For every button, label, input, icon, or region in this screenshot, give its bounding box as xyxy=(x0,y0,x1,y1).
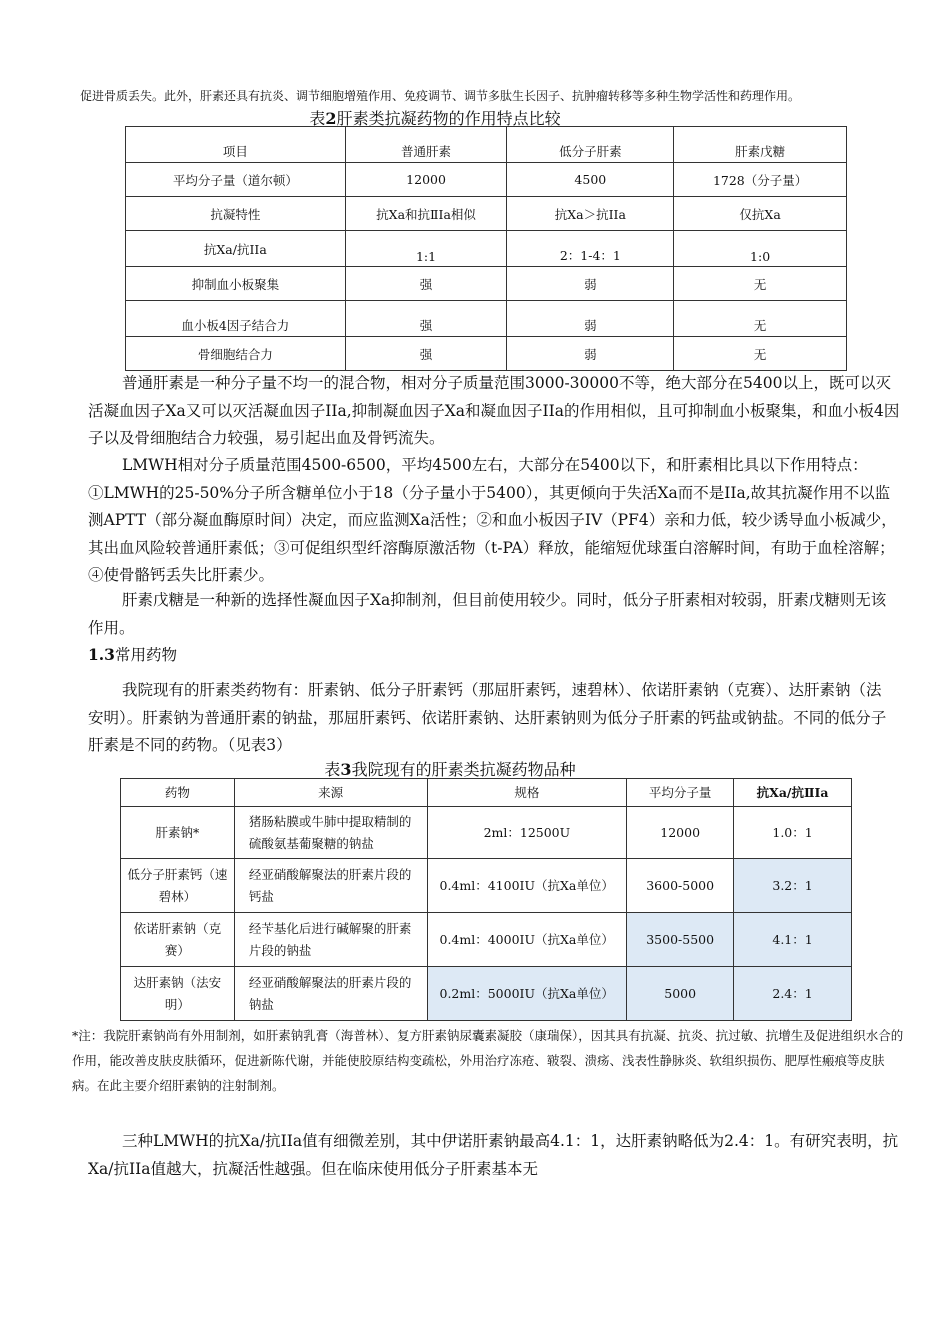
table-cell: 3600-5000 xyxy=(627,859,734,913)
table-cell: 3.2：1 xyxy=(734,859,852,913)
header-cell: 肝素戊糖 xyxy=(674,127,847,163)
table-cell: 2ml：12500U xyxy=(427,807,627,859)
table-cell: 依诺肝素钠（克赛） xyxy=(121,913,235,967)
table-cell: 0.4ml：4000IU（抗Xa单位） xyxy=(427,913,627,967)
paragraph-4: 我院现有的肝素类药物有：肝素钠、低分子肝素钙（那屈肝素钙，速碧林）、依诺肝素钠（克赛）、达肝素钠（法安明）。肝素钠为普通肝素的钠盐，那屈肝素钙、依诺肝素钠、达肝素钠则为低分子肝素的钙盐或钠盐。不同的低分子肝素是不同的药物。（见表3） xyxy=(88,681,887,754)
table-cell: 2.4：1 xyxy=(734,967,852,1021)
table-cell: 1728（分子量） xyxy=(674,163,847,197)
table-cell: 抑制血小板聚集 xyxy=(126,267,346,301)
table-cell: 骨细胞结合力 xyxy=(126,337,346,371)
table-cell: 2：1-4：1 xyxy=(507,231,674,267)
header-cell: 抗Ⅹa/抗ⅡIa xyxy=(734,779,852,807)
table-cell: 经亚硝酸解聚法的肝素片段的钙盐 xyxy=(234,859,427,913)
table-header-row xyxy=(126,127,847,163)
table-header-row xyxy=(121,779,852,807)
table-cell: 弱 xyxy=(507,337,674,371)
table-cell: 平均分子量（道尔顿） xyxy=(126,163,346,197)
table-row xyxy=(126,301,847,337)
table-row xyxy=(126,337,847,371)
table-row xyxy=(126,163,847,197)
table-row xyxy=(121,859,852,913)
table3-caption: 表3我院现有的肝素类抗凝药物品种 xyxy=(324,760,576,779)
table-cell: 弱 xyxy=(507,301,674,337)
table-row xyxy=(121,913,852,967)
section-heading: 1.3常用药物 xyxy=(88,645,177,664)
footnote: *注：我院肝素钠尚有外用制剂，如肝素钠乳膏（海普林）、复方肝素钠尿囊素凝胶（康瑞保），因其具有抗凝、抗炎、抗过敏、抗增生及促进组织水合的作用，能改善皮肤皮肤循环，促进新陈代谢，并能使胶原结构变疏松，外用治疗冻疮、皲裂、溃疡、浅表性静脉炎、软组织损伤、肥厚性瘢痕等皮肤病。在此主要介绍肝素钠的注射制剂。 xyxy=(72,1028,904,1093)
table-cell: 抗Ⅹa＞抗IIa xyxy=(507,197,674,231)
table-cell: 肝素钠* xyxy=(121,807,235,859)
header-cell: 规格 xyxy=(427,779,627,807)
table-cell: 血小板4因子结合力 xyxy=(126,301,346,337)
paragraph-3: 肝素戊糖是一种新的选择性凝血因子Xa抑制剂，但目前使用较少。同时，低分子肝素相对较弱，肝素戊糖则无该作用。 xyxy=(88,591,887,637)
table-cell: 仅抗Ⅹa xyxy=(674,197,847,231)
table-cell: 无 xyxy=(674,337,847,371)
table-cell: 强 xyxy=(345,267,507,301)
table-row xyxy=(121,807,852,859)
paragraph-5: 三种LMWH的抗Xa/抗IIa值有细微差别，其中伊诺肝素钠最高4.1：1，达肝素钠略低为2.4：1。有研究表明，抗Xa/抗IIa值越大，抗凝活性越强。但在临床使用低分子肝素基本无 xyxy=(88,1132,899,1178)
top-line: 促进骨质丢失。此外，肝素还具有抗炎、调节细胞增殖作用、免疫调节、调节多肽生长因子、抗肿瘤转移等多种生物学活性和药理作用。 xyxy=(80,89,801,103)
table-cell: 无 xyxy=(674,267,847,301)
table3 xyxy=(120,778,852,1021)
header-cell: 低分子肝素 xyxy=(507,127,674,163)
paragraph-2: LMWH相对分子质量范围4500-6500，平均4500左右，大部分在5400以下，和肝素相比具以下作用特点：①LMWH的25-50%分子所含糖单位小于18（分子量小于5400），其更倾向于失活Xa而不是IIa,故其抗凝作用不以监测APTT（部分凝血酶原时间）决定，而应监测Xa活性；②和血小板因子IV（PF4）亲和力低，较少诱导血小板减少，其出血风险较普通肝素低；③可促组织型纤溶酶原激活物（t-PA）释放，能缩短优球蛋白溶解时间，有助于血栓溶解；④使骨骼钙丢失比肝素少。 xyxy=(88,456,897,584)
table-cell: 1.0：1 xyxy=(734,807,852,859)
table-cell: 低分子肝素钙（速碧林） xyxy=(121,859,235,913)
table-cell: 抗Ⅹa和抗ⅡIa相似 xyxy=(345,197,507,231)
table2 xyxy=(125,126,847,371)
table-cell: 经亚硝酸解聚法的肝素片段的钠盐 xyxy=(234,967,427,1021)
table-cell: 12000 xyxy=(345,163,507,197)
table-cell: 抗Ⅹa/抗IIa xyxy=(126,231,346,267)
table-cell: 1:1 xyxy=(345,231,507,267)
header-cell: 来源 xyxy=(234,779,427,807)
header-cell: 普通肝素 xyxy=(345,127,507,163)
table-cell: 猪肠粘膜或牛肺中提取精制的硫酸氨基葡聚糖的钠盐 xyxy=(234,807,427,859)
table2-caption: 表2肝素类抗凝药物的作用特点比较 xyxy=(309,109,561,128)
table-cell: 4500 xyxy=(507,163,674,197)
header-cell: 项目 xyxy=(126,127,346,163)
table-cell: 12000 xyxy=(627,807,734,859)
table-cell: 5000 xyxy=(627,967,734,1021)
table-cell: 1:0 xyxy=(674,231,847,267)
table-row xyxy=(126,267,847,301)
table-cell: 强 xyxy=(345,301,507,337)
header-cell: 平均分子量 xyxy=(627,779,734,807)
table-cell: 经苄基化后进行碱解聚的肝素片段的钠盐 xyxy=(234,913,427,967)
table-row xyxy=(126,231,847,267)
table-cell: 3500-5500 xyxy=(627,913,734,967)
paragraph-1: 普通肝素是一种分子量不均一的混合物，相对分子质量范围3000-30000不等，绝大部分在5400以上，既可以灭活凝血因子Xa又可以灭活凝血因子IIa,抑制凝血因子Xa和凝血因子IIa的作用相似，且可抑制血小板聚集，和血小板4因子以及骨细胞结合力较强，易引起出血及骨钙流失。 xyxy=(88,374,900,447)
table-cell: 0.4ml：4100IU（抗Xa单位） xyxy=(427,859,627,913)
table-cell: 弱 xyxy=(507,267,674,301)
table-cell: 抗凝特性 xyxy=(126,197,346,231)
table-cell: 达肝素钠（法安明） xyxy=(121,967,235,1021)
table-cell: 4.1：1 xyxy=(734,913,852,967)
header-cell: 药物 xyxy=(121,779,235,807)
table-row xyxy=(121,967,852,1021)
table-cell: 强 xyxy=(345,337,507,371)
table-cell: 无 xyxy=(674,301,847,337)
table-row xyxy=(126,197,847,231)
table-cell: 0.2ml：5000IU（抗Xa单位） xyxy=(427,967,627,1021)
